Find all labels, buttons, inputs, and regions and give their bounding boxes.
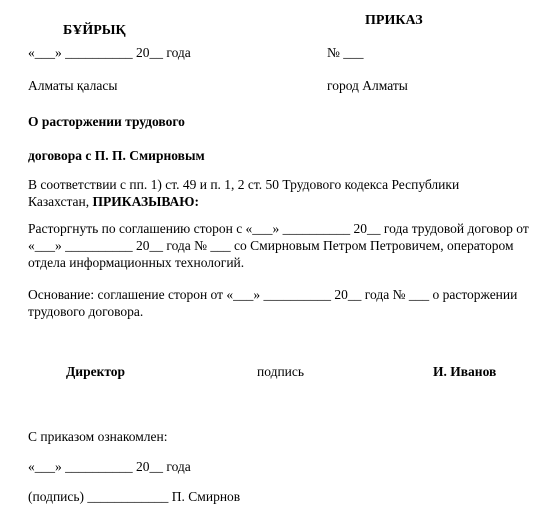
subject-line-1: О расторжении трудового bbox=[28, 114, 185, 129]
order-paragraph: Расторгнуть по соглашению сторон с «___» __________ 20__ года трудовой договор от «___» __________ 20__ года № ___ со Смирновым Петром Петровичем, оператором отдела информационных технологий. bbox=[28, 221, 529, 270]
subject-line-2: договора с П. П. Смирновым bbox=[28, 148, 205, 163]
acknowledgement-title: С приказом ознакомлен: bbox=[28, 429, 168, 444]
acknowledgement-sign-line: (подпись) ____________ П. Смирнов bbox=[28, 489, 241, 504]
signature-sign: подпись bbox=[257, 364, 305, 379]
order-number-line: № ___ bbox=[327, 45, 364, 60]
signature-position: Директор bbox=[66, 364, 126, 379]
preamble-paragraph bbox=[28, 176, 508, 210]
preamble-text: В соответствии с пп. 1) ст. 49 и п. 1, 2 ст. 50 Трудового кодекса Республики Казахстан, bbox=[28, 177, 460, 209]
basis-paragraph: Основание: соглашение сторон от «___» __________ 20__ года № ___ о расторжении трудового договора. bbox=[28, 287, 518, 319]
order-date-line: «___» __________ 20__ года bbox=[28, 45, 191, 60]
acknowledgement-date-line: «___» __________ 20__ года bbox=[28, 459, 191, 474]
city-ru: город Алматы bbox=[327, 78, 408, 93]
signature-name: И. Иванов bbox=[433, 364, 497, 379]
order-word: ПРИКАЗЫВАЮ: bbox=[92, 194, 199, 209]
city-kz: Алматы қаласы bbox=[28, 78, 118, 93]
title-kz: БҰЙРЫҚ bbox=[63, 23, 126, 38]
title-ru: ПРИКАЗ bbox=[365, 13, 423, 28]
